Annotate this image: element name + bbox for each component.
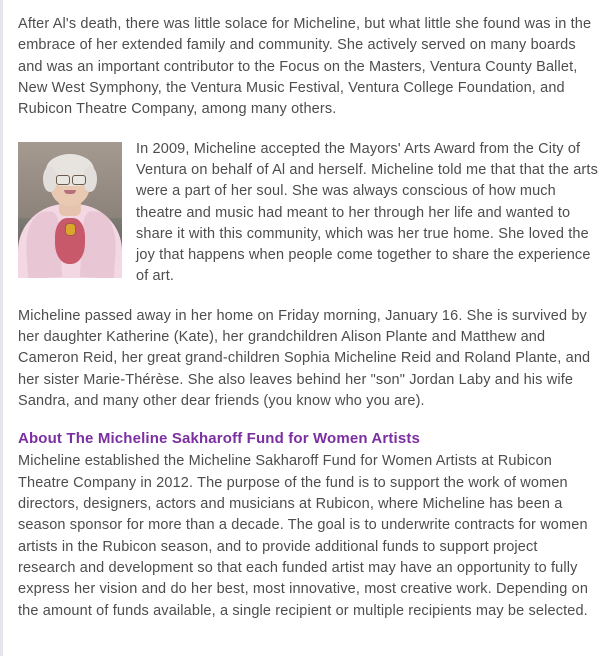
page-left-rule <box>0 0 3 656</box>
photo-glasses-left <box>56 175 70 185</box>
photo-mouth <box>64 190 76 194</box>
photo-paragraph-block <box>18 139 598 288</box>
paragraph-intro: After Al's death, there was little solace for Micheline, but what little she found was in the embrace of her extended family and community. She actively served on many boards and was an important contributor to the Focus on the Masters, Ventura County Ballet, New West Symphony, the Ventura Music Festival, Ventura College Foundation, and Rubicon Theatre Company, among many others. <box>18 16 592 118</box>
paragraph-award: In 2009, Micheline accepted the Mayors' Arts Award from the City of Ventura on behalf of Al and herself. Micheline told me that that the arts were a part of her soul. She was always conscious of how much theatre and music had meant to her through her life and wanted to share it with this community, which was her true home. She loved the joy that happens when people come together to share the experience of art. <box>136 140 598 285</box>
photo-pendant <box>66 224 75 235</box>
portrait-photo <box>18 142 122 278</box>
section-heading-fund: About The Micheline Sakharoff Fund for Women Artists <box>18 430 420 448</box>
photo-glasses-right <box>72 175 86 185</box>
paragraph-fund: Micheline established the Micheline Sakharoff Fund for Women Artists at Rubicon Theatre Company in 2012. The purpose of the fund is to support the work of women directors, designers, actors and musicians at Rubicon, where Micheline has been a season sponsor for more than a decade. The goal is to underwrite contracts for women artists in the Rubicon season, and to provide additional funds to support project research and development so that each funded artist may have an opportunity to fully express her vision and do her best, most innovative, most creative work. Depending on the amount of funds available, a single recipient or multiple recipients may be selected. <box>18 453 589 619</box>
photo-hair-left <box>43 166 57 192</box>
paragraph-passing: Micheline passed away in her home on Friday morning, January 16. She is survived by her daughter Katherine (Kate), her grandchildren Alison Plante and Matthew and Cameron Reid, her great grand-children Sophia Micheline Reid and Roland Plante, and her sister Marie-Thérèse. She also leaves behind her "son" Jordan Laby and his wife Sandra, and many other dear friends (you know who you are). <box>18 307 591 409</box>
